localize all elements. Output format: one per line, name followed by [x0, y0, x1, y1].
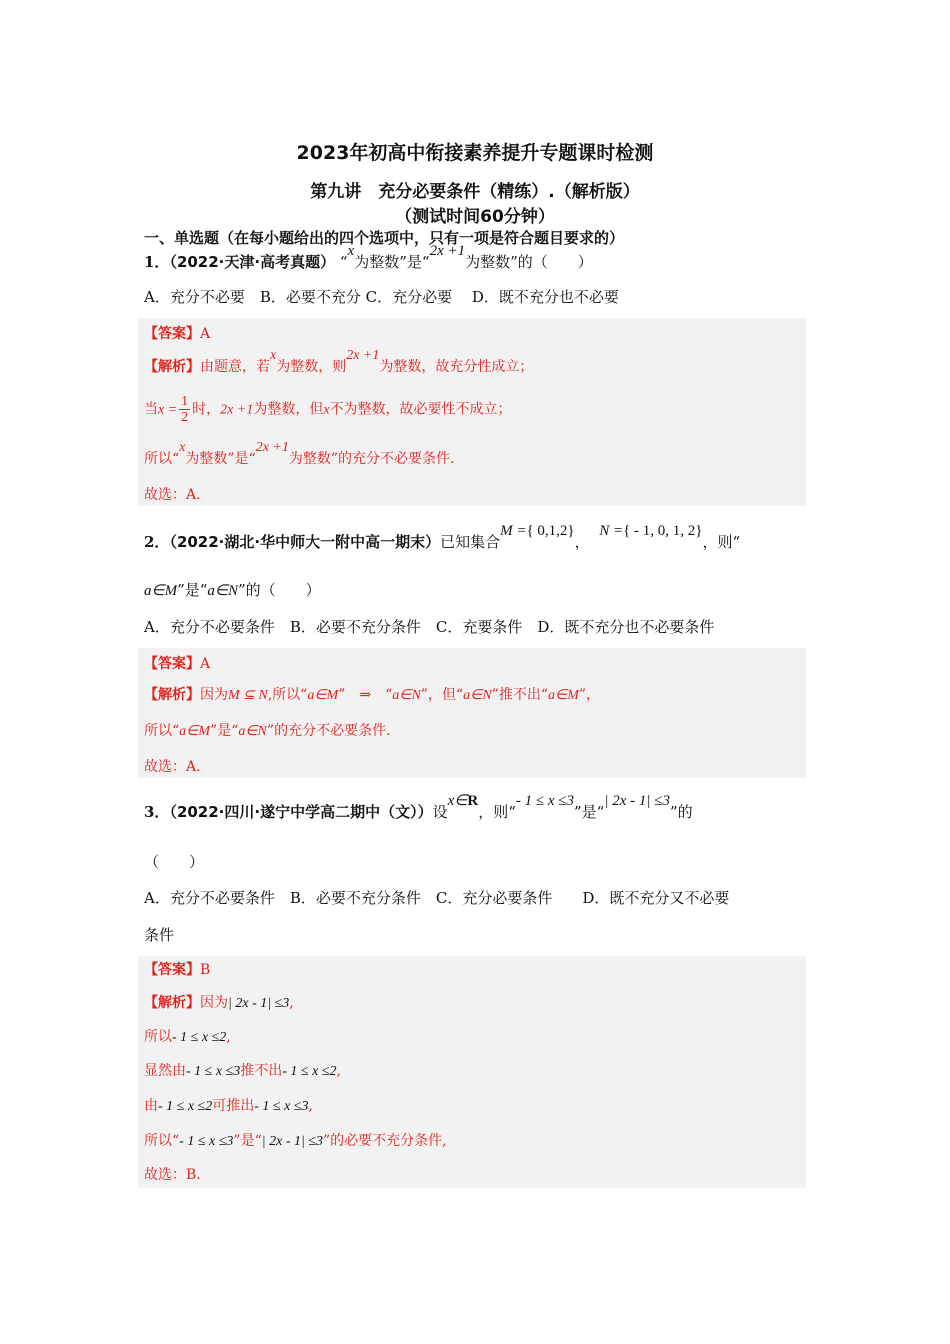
question-number: 1．	[144, 253, 170, 271]
question-source: （2022·天津·高考真题）	[169, 253, 336, 271]
analysis-line-5	[144, 1130, 447, 1153]
text: ,	[336, 1063, 341, 1079]
analysis-line-2	[144, 720, 391, 743]
numerator: 1	[181, 394, 189, 409]
text: 推不出	[240, 1063, 283, 1079]
math-expr: a∈N	[238, 724, 267, 739]
math-expr: a∈M	[144, 583, 178, 599]
question-source: （2022·四川·遂宁中学高二期中（文））	[169, 803, 433, 821]
text: 为整数”的充分不必要条件.	[288, 451, 455, 467]
analysis-line-2	[144, 1026, 231, 1049]
text: 为整数”是“	[185, 451, 256, 467]
text: 为整数，但	[253, 401, 324, 418]
math-expr: a∈N	[207, 583, 238, 599]
question-1-options: A．充分不必要 B．必要不充分 C．充分必要 D．既不充分也不必要	[144, 288, 619, 306]
text: ”的必要不充分条件,	[323, 1133, 447, 1149]
analysis-line-4	[144, 1095, 313, 1118]
answer-value: A	[200, 326, 211, 342]
test-time: （测试时间60分钟）	[395, 207, 555, 227]
text: 所以	[144, 1029, 172, 1045]
analysis-line-2	[144, 394, 512, 425]
answer-line	[144, 958, 210, 981]
math-expr: - 1 ≤ x ≤3	[515, 793, 574, 809]
text: ”的	[669, 803, 693, 821]
text: 为整数，则	[276, 359, 347, 375]
analysis-tag: 【解析】	[144, 687, 200, 703]
text: ，	[574, 533, 590, 551]
text: ，则“	[702, 533, 741, 551]
text: ”是“	[177, 581, 208, 599]
text: 当	[144, 401, 158, 418]
math-expr: a∈M	[179, 724, 211, 739]
math-x: x	[270, 348, 277, 363]
denominator: 2	[181, 410, 189, 425]
question-1-stem	[144, 243, 593, 274]
math-expr: 2x +1	[346, 348, 380, 363]
math-expr: x =	[158, 402, 178, 418]
math-set-m: M =	[500, 523, 527, 539]
answer-value: B	[200, 962, 211, 978]
text: ”推不出“	[491, 687, 548, 703]
text: ” ⇒ “	[338, 687, 393, 703]
analysis-line-3: 故选：A.	[144, 759, 201, 775]
text: 因为	[200, 687, 228, 703]
question-2-options: A．充分不必要条件 B．必要不充分条件 C．充要条件 D．既不充分也不必要条件	[144, 618, 715, 636]
text: 为整数”的（ ）	[465, 253, 593, 271]
text: 由题意，若	[200, 359, 270, 375]
text: 已知集合	[440, 533, 501, 551]
analysis-line-4: 故选：A.	[144, 487, 201, 503]
question-3-options-line-2: 条件	[144, 926, 175, 944]
text: ,	[226, 1029, 231, 1045]
text: 所以“	[144, 723, 180, 739]
question-3-options: A．充分不必要条件 B．必要不充分条件 C．充分必要条件 D．既不充分又不必要	[144, 889, 730, 907]
math-expr: - 1 ≤ x ≤2	[282, 1064, 337, 1079]
answer-tag: 【答案】	[144, 326, 200, 342]
text: 不为整数，故必要性不成立；	[329, 401, 512, 418]
math-x: x	[347, 243, 355, 259]
math-expr: M ⊆ N	[228, 688, 268, 703]
text: ”是“	[210, 723, 239, 739]
analysis-line-3	[144, 1060, 341, 1083]
text: 所以“	[144, 1133, 180, 1149]
text: ”是“	[573, 803, 605, 821]
answer-line	[144, 322, 210, 345]
math-x: x	[323, 402, 330, 418]
text: ,	[308, 1098, 313, 1114]
math-expr: | 2x - 1| ≤3	[228, 996, 290, 1011]
math-expr: | 2x - 1| ≤3	[604, 793, 670, 809]
math-set-n: N =	[599, 523, 624, 539]
math-expr: | 2x - 1| ≤3	[261, 1134, 324, 1149]
math-set-n-elements: { - 1, 0, 1, 2}	[623, 523, 703, 539]
answer-value: A	[200, 656, 211, 672]
math-expr: - 1 ≤ x ≤3	[254, 1099, 309, 1114]
text: ”，	[578, 687, 601, 703]
analysis-line-1	[144, 684, 600, 707]
question-3-stem	[144, 793, 693, 824]
answer-line	[144, 652, 210, 675]
math-expr: 2x +1	[220, 402, 254, 418]
math-set-m-elements: { 0,1,2}	[526, 523, 575, 539]
math-expr: - 1 ≤ x ≤3	[186, 1064, 241, 1079]
analysis-line-1	[144, 348, 534, 379]
text: 所以“	[144, 451, 180, 467]
answer-box-3	[138, 956, 806, 1188]
section-heading: 一、单选题（在每小题给出的四个选项中，只有一项是符合题目要求的）	[144, 229, 625, 247]
text: 由	[144, 1098, 158, 1114]
analysis-line-1	[144, 992, 294, 1015]
math-expr: 2x +1	[429, 243, 466, 259]
math-expr: 2x +1	[255, 440, 289, 455]
analysis-line-6: 故选：B.	[144, 1167, 201, 1183]
text: ,	[289, 995, 294, 1011]
lecture-subtitle: 第九讲 充分必要条件（精练）.（解析版）	[310, 182, 640, 202]
question-2-stem	[144, 523, 741, 554]
math-x: x	[179, 440, 186, 455]
question-2-stem-line-2	[144, 579, 321, 602]
text: 因为	[200, 995, 228, 1011]
text: ”是“	[233, 1133, 262, 1149]
answer-box-1	[138, 318, 806, 506]
text: ，则“	[478, 803, 516, 821]
answer-box-2	[138, 648, 806, 778]
text: ,所以“	[267, 687, 308, 703]
text: 可推出	[212, 1098, 255, 1114]
analysis-line-3	[144, 440, 455, 471]
text: 时，	[192, 401, 221, 418]
math-expr: a∈N	[463, 688, 492, 703]
question-3-paren: （ ）	[144, 853, 205, 871]
text: ”的充分不必要条件.	[266, 723, 391, 739]
math-expr: x∈	[447, 793, 468, 809]
answer-tag: 【答案】	[144, 962, 200, 978]
answer-tag: 【答案】	[144, 656, 200, 672]
text: ”，但“	[420, 687, 464, 703]
text: 为整数，故充分性成立；	[379, 359, 534, 375]
math-expr: - 1 ≤ x ≤2	[158, 1099, 213, 1114]
fraction-one-half	[179, 394, 190, 425]
math-real-set: R	[467, 793, 479, 809]
analysis-tag: 【解析】	[144, 995, 200, 1011]
analysis-tag: 【解析】	[144, 359, 200, 375]
document-title: 2023年初高中衔接素养提升专题课时检测	[296, 142, 654, 164]
text: 为整数”是“	[354, 253, 430, 271]
math-expr: a∈N	[392, 688, 421, 703]
math-expr: - 1 ≤ x ≤3	[179, 1134, 234, 1149]
question-number: 3．	[144, 803, 170, 821]
question-number: 2．	[144, 533, 170, 551]
text: “	[339, 253, 348, 271]
text: 显然由	[144, 1063, 186, 1079]
math-expr: a∈M	[307, 688, 339, 703]
text: 设	[432, 803, 448, 821]
question-source: （2022·湖北·华中师大一附中高一期末）	[169, 533, 441, 551]
math-expr: a∈M	[548, 688, 579, 703]
math-expr: - 1 ≤ x ≤2	[172, 1030, 227, 1045]
text: ”的（ ）	[237, 581, 321, 599]
